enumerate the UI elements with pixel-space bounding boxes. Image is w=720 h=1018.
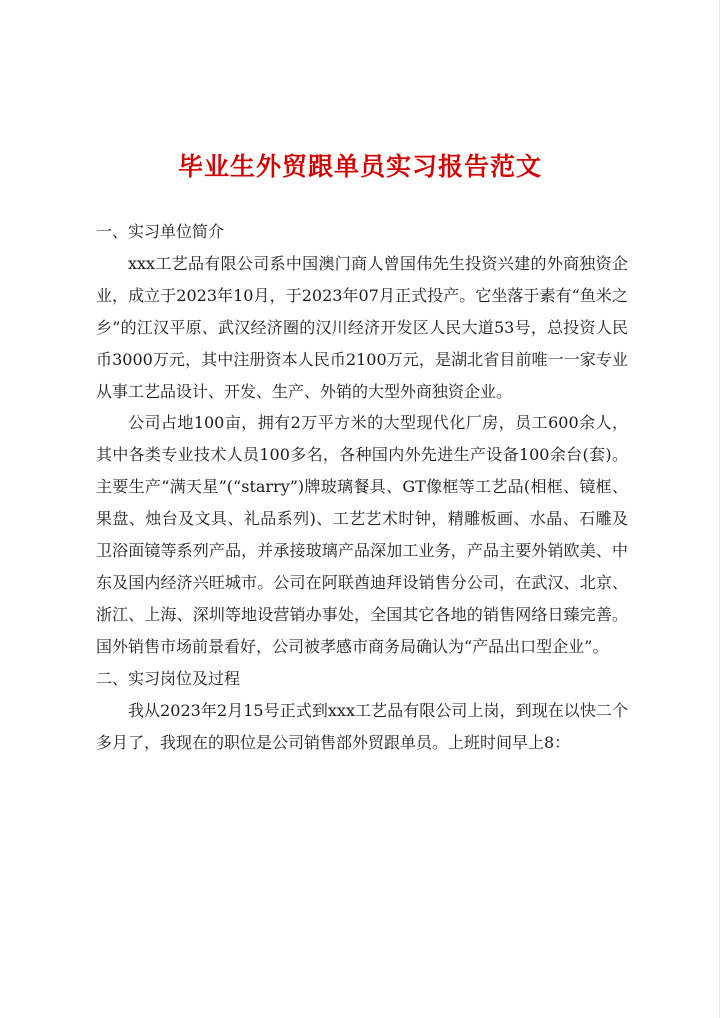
section-heading-internship-process: 二、实习岗位及过程 xyxy=(96,668,241,688)
paragraph-company-overview: xxx工艺品有限公司系中国澳门商人曾国伟先生投资兴建的外商独资企业，成立于2023年10月，于2023年07月正式投产。它坐落于素有“鱼米之乡”的江汉平原、武汉经济圈的汉川经济开发区人民大道53号，总投资人民币3000万元，其中注册资本人民币2100万元，是湖北省目前唯一一家专业从事工艺品设计、开发、生产、外销的大型外商独资企业。 xyxy=(96,253,628,401)
document-body xyxy=(96,216,628,758)
section-heading-company-intro: 一、实习单位简介 xyxy=(96,222,225,241)
paragraph-company-products: 公司占地100亩，拥有2万平方米的大型现代化厂房，员工600余人，其中各类专业技术人员100多名，各种国内外先进生产设备100余台(套)。 主要生产“满天星”(“starry”)牌玻璃餐具、GT像框等工艺品(相框、镜框、果盘、烛台及文具、礼品系列)、工艺艺术时钟，精雕板画、水晶、石雕及卫浴面镜等系列产品，并承接玻璃产品深加工业务，产品主要外销欧美、中东及国内经济兴旺城市。公司在阿联酋迪拜设销售分公司，在武汉、北京、浙江、上海、深圳等地设营销办事处，全国其它各地的销售网络日臻完善。国外销售市场前景看好，公司被孝感市商务局确认为“产品出口型企业”。 xyxy=(96,413,628,656)
document-title: 毕业生外贸跟单员实习报告范文 xyxy=(177,152,542,181)
paragraph-internship-start: 我从2023年2月15号正式到xxx工艺品有限公司上岗，到现在以快二个多月了，我现在的职位是公司销售部外贸跟单员。上班时间早上8： xyxy=(96,700,628,752)
